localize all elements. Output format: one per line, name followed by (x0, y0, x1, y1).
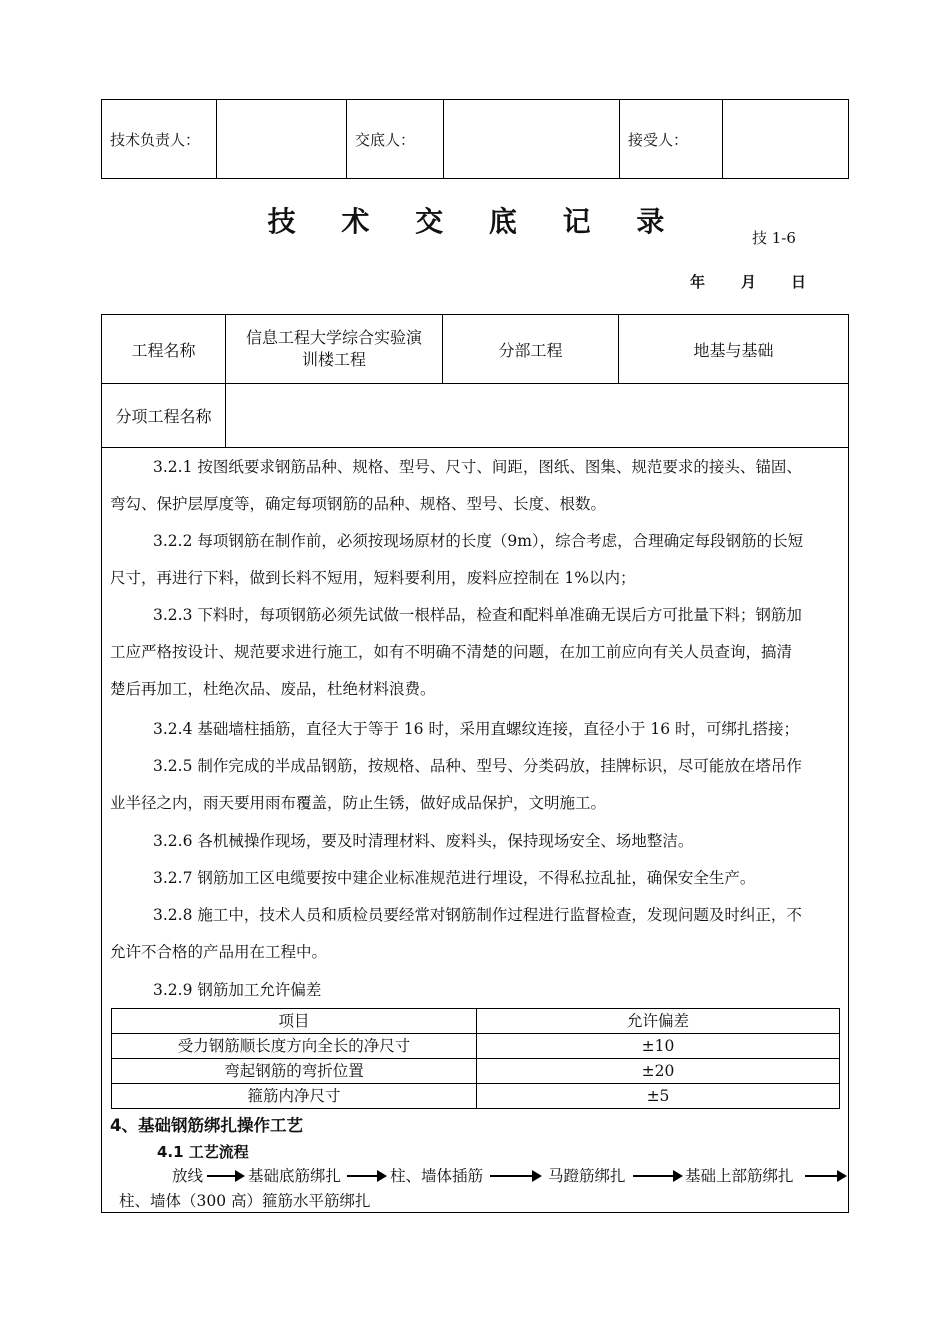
project-name-line2: 训楼工程 (301, 350, 366, 369)
paragraph-line: 3.2.4 基础墙柱插筋，直径大于等于 16 时，采用直螺纹连接，直径小于 16 时，可绑扎搭接； (153, 720, 800, 738)
division-value: 地基与基础 (619, 315, 849, 384)
paragraph-3-2-7 (110, 860, 848, 897)
section-4-title: 4、基础钢筋绑扎操作工艺 (110, 1116, 303, 1135)
flow-step: 马蹬筋绑扎 (548, 1167, 626, 1185)
table-header: 项目 (112, 1009, 477, 1034)
flow-arrow-icon (347, 1175, 385, 1177)
paragraph-line: 3.2.9 钢筋加工允许偏差 (153, 981, 322, 999)
paragraph-line: 3.2.5 制作完成的半成品钢筋，按规格、品种、型号、分类码放，挂牌标识，尽可能放在塔吊作 (153, 757, 802, 775)
subitem-value[interactable] (226, 384, 849, 448)
table-row (112, 1059, 840, 1084)
table-cell: 箍筋内净尺寸 (112, 1084, 477, 1109)
paragraph-line: 弯勾、保护层厚度等，确定每项钢筋的品种、规格、型号、长度、根数。 (110, 495, 607, 513)
discloser-field[interactable] (444, 100, 620, 179)
paragraph-3-2-5 (110, 748, 848, 822)
deviation-table (111, 1008, 840, 1109)
paragraph-line: 3.2.8 施工中，技术人员和质检员要经常对钢筋制作过程进行监督检查，发现问题及时纠正，不 (153, 906, 802, 924)
form-code: 技 1-6 (752, 229, 796, 247)
division-label: 分部工程 (443, 315, 619, 384)
flow-arrow-icon (207, 1175, 243, 1177)
table-cell: 受力钢筋顺长度方向全长的净尺寸 (112, 1034, 477, 1059)
paragraph-line: 3.2.7 钢筋加工区电缆要按中建企业标准规范进行埋设，不得私拉乱扯，确保安全生产。 (153, 869, 756, 887)
table-cell: 弯起钢筋的弯折位置 (112, 1059, 477, 1084)
table-cell: ±10 (477, 1034, 840, 1059)
paragraph-line: 楚后再加工，杜绝次品、废品，杜绝材料浪费。 (110, 680, 436, 698)
paragraph-3-2-3 (110, 597, 848, 708)
tech-leader-field[interactable] (217, 100, 347, 179)
project-header-table (101, 314, 849, 448)
date-year: 年 (690, 273, 706, 291)
flow-step: 基础上部筋绑扎 (685, 1167, 794, 1185)
paragraph-3-2-1 (110, 449, 848, 523)
table-row (112, 1084, 840, 1109)
section-4-1-title: 4.1 工艺流程 (157, 1143, 249, 1161)
flow-arrow-icon (805, 1175, 845, 1177)
table-header: 允许偏差 (477, 1009, 840, 1034)
project-name-label: 工程名称 (102, 315, 226, 384)
receiver-field[interactable] (723, 100, 849, 179)
table-cell: ±5 (477, 1084, 840, 1109)
paragraph-3-2-9 (110, 972, 848, 1009)
tech-leader-label: 技术负责人： (102, 100, 217, 179)
receiver-label: 接受人： (620, 100, 723, 179)
flow-step: 放线 (172, 1167, 204, 1185)
paragraph-line: 业半径之内，雨天要用雨布覆盖，防止生锈，做好成品保护，文明施工。 (110, 794, 607, 812)
project-name-value (226, 315, 443, 384)
paragraph-line: 3.2.1 按图纸要求钢筋品种、规格、型号、尺寸、间距，图纸、图集、规范要求的接头、锚固、 (153, 458, 802, 476)
signature-table (101, 99, 849, 179)
table-cell: ±20 (477, 1059, 840, 1084)
paragraph-line: 工应严格按设计、规范要求进行施工，如有不明确不清楚的问题，在加工前应向有关人员查询，搞清 (110, 643, 793, 661)
paragraph-3-2-2 (110, 523, 848, 597)
date-month: 月 (741, 273, 757, 291)
date-day: 日 (791, 273, 807, 291)
table-header-row (112, 1009, 840, 1034)
project-name-line1: 信息工程大学综合实验演 (245, 328, 422, 347)
paragraph-line: 3.2.3 下料时，每项钢筋必须先试做一根样品，检查和配料单准确无误后方可批量下料；钢筋加 (153, 606, 802, 624)
paragraph-3-2-8 (110, 897, 848, 971)
flow-arrow-icon (633, 1175, 681, 1177)
flow-step: 柱、墙体插筋 (390, 1167, 484, 1185)
discloser-label: 交底人： (347, 100, 444, 179)
document-title: 技 术 交 底 记 录 (267, 205, 683, 238)
flow-step: 基础底筋绑扎 (248, 1167, 342, 1185)
paragraph-line: 尺寸，再进行下料，做到长料不短用，短料要利用，废料应控制在 1%以内； (110, 569, 636, 587)
paragraph-3-2-4 (110, 711, 848, 748)
subitem-label: 分项工程名称 (102, 384, 226, 448)
flow-arrow-icon (490, 1175, 540, 1177)
paragraph-line: 3.2.2 每项钢筋在制作前，必须按现场原材的长度（9m），综合考虑，合理确定每段钢筋的长短 (153, 532, 804, 550)
paragraph-line: 允许不合格的产品用在工程中。 (110, 943, 328, 961)
paragraph-3-2-6 (110, 823, 848, 860)
paragraph-line: 3.2.6 各机械操作现场，要及时清理材料、废料头，保持现场安全、场地整洁。 (153, 832, 694, 850)
flow-step-line2: 柱、墙体（300 高）箍筋水平筋绑扎 (119, 1192, 371, 1210)
table-row (112, 1034, 840, 1059)
